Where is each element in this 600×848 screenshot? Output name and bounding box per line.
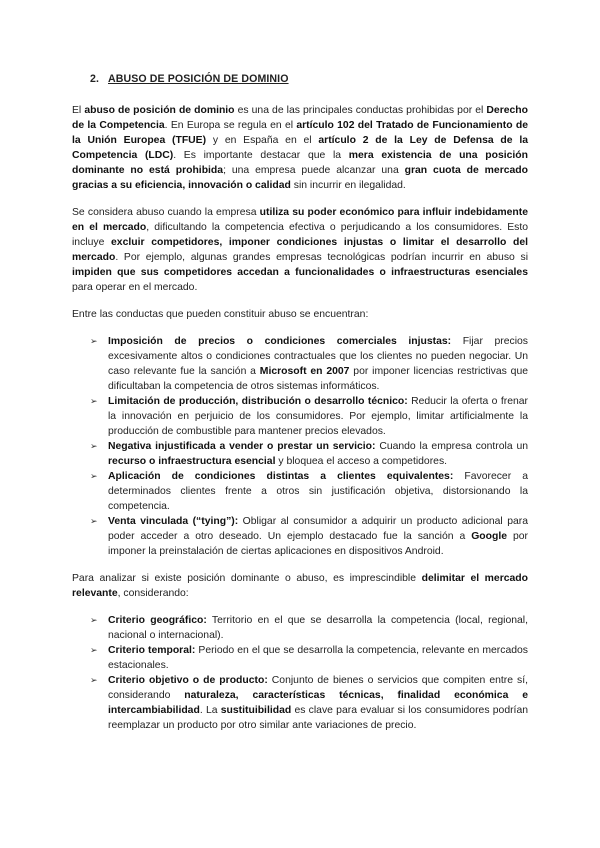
text-run: Cuando la empresa controla un bbox=[375, 441, 528, 452]
bold-text: Venta vinculada (“tying”): bbox=[108, 516, 239, 527]
market-criteria-list bbox=[90, 613, 528, 733]
text-run: Se considera abuso cuando la empresa bbox=[72, 207, 260, 218]
text-run: sin incurrir en ilegalidad. bbox=[290, 180, 406, 191]
bold-text: artículo 102 del Tratado de Funcionamiento de la Unión Europea (TFUE) bbox=[72, 120, 529, 146]
arrow-bullet-icon: ➢ bbox=[90, 516, 98, 526]
text-run: por imponer la preinstalación de ciertas aplicaciones en dispositivos Android. bbox=[108, 531, 528, 557]
paragraph-relevant-market bbox=[72, 571, 528, 601]
paragraph-list-intro bbox=[72, 307, 528, 322]
text-run: . La bbox=[199, 705, 221, 716]
text-run: , dificultando la competencia efectiva o perjudicando a los consumidores. Esto incluye bbox=[72, 222, 528, 248]
bold-text: sustituibilidad bbox=[220, 705, 292, 716]
bold-text: abuso de posición de dominio bbox=[84, 105, 235, 116]
list-item bbox=[90, 613, 528, 643]
text-run: Obligar al consumidor a adquirir un producto adicional para poder acceder a otro deseado. Un ejemplo destacado fue la sanción a bbox=[108, 516, 528, 542]
list-item bbox=[90, 439, 528, 469]
bold-text: Limitación de producción, distribución o desarrollo técnico: bbox=[108, 396, 408, 407]
text-run: Periodo en el que se desarrolla la competencia, relevante en mercados estacionales. bbox=[108, 645, 528, 671]
arrow-bullet-icon: ➢ bbox=[90, 675, 98, 685]
section-heading bbox=[90, 72, 528, 87]
text-run: Territorio en el que se desarrolla la competencia (local, regional, nacional o internacional). bbox=[108, 615, 528, 641]
list-item bbox=[90, 514, 528, 559]
text-run: . En Europa se regula en el bbox=[164, 120, 297, 131]
bold-text: Imposición de precios o condiciones comerciales injustas: bbox=[108, 336, 452, 347]
bold-text: delimitar el mercado relevante bbox=[72, 573, 528, 599]
arrow-bullet-icon: ➢ bbox=[90, 645, 98, 655]
text-run: Fijar precios excesivamente altos o condiciones contractuales que los clientes no pueden negociar. Un caso relevante fue la sanción a bbox=[108, 336, 528, 377]
bold-text: Negativa injustificada a vender o prestar un servicio: bbox=[108, 441, 376, 452]
arrow-bullet-icon: ➢ bbox=[90, 336, 98, 346]
text-run: es una de las principales conductas prohibidas por el bbox=[234, 105, 487, 116]
text-run: , considerando: bbox=[117, 588, 189, 599]
bold-text: Aplicación de condiciones distintas a clientes equivalentes: bbox=[108, 471, 454, 482]
paragraph-abuse-definition bbox=[72, 205, 528, 295]
arrow-bullet-icon: ➢ bbox=[90, 471, 98, 481]
text-run: y en España en el bbox=[206, 135, 319, 146]
text-run: es clave para evaluar si los consumidores podrían reemplazar un producto por otro similar ante variaciones de precio. bbox=[108, 705, 529, 731]
bold-text: Derecho de la Competencia bbox=[72, 105, 528, 131]
text-run: Entre las conductas que pueden constituir abuso se encuentran: bbox=[72, 309, 369, 320]
bold-text: Google bbox=[471, 531, 508, 542]
bold-text: utiliza su poder económico para influir indebidamente en el mercado bbox=[72, 207, 529, 233]
arrow-bullet-icon: ➢ bbox=[90, 441, 98, 451]
text-run: El bbox=[72, 105, 85, 116]
text-run: por imponer licencias restrictivas que dificultaban la competencia de otros sistemas informáticos. bbox=[108, 366, 529, 392]
abuse-conducts-list bbox=[90, 334, 528, 559]
list-item bbox=[90, 394, 528, 439]
bold-text: recurso o infraestructura esencial bbox=[108, 456, 276, 467]
bold-text: gran cuota de mercado gracias a su eficiencia, innovación o calidad bbox=[72, 165, 528, 191]
text-run: para operar en el mercado. bbox=[72, 282, 198, 293]
text-run: ; una empresa puede alcanzar una bbox=[223, 165, 405, 176]
bold-text: Microsoft en 2007 bbox=[259, 366, 350, 377]
bold-text: naturaleza, características técnicas, finalidad económica e intercambiabilidad bbox=[108, 690, 529, 716]
bold-text: artículo 2 de la Ley de Defensa de la Competencia (LDC) bbox=[72, 135, 528, 161]
bold-text: Criterio temporal: bbox=[108, 645, 196, 656]
bold-text: excluir competidores, imponer condiciones injustas o limitar el desarrollo del mercado bbox=[72, 237, 529, 263]
section-number: 2. bbox=[90, 73, 100, 85]
text-run: Favorecer a determinados clientes frente a otros sin justificación objetiva, distorsionando la competencia. bbox=[108, 471, 528, 512]
paragraph-intro bbox=[72, 103, 528, 193]
bold-text: Criterio geográfico: bbox=[108, 615, 207, 626]
section-title: ABUSO DE POSICIÓN DE DOMINIO bbox=[108, 73, 289, 85]
text-run: Reducir la oferta o frenar la innovación en perjuicio de los consumidores. Por ejemplo, limitar artificialmente la producción de combustible para mantener precios elevados. bbox=[108, 396, 528, 437]
text-run: y bloquea el acceso a competidores. bbox=[275, 456, 448, 467]
list-item bbox=[90, 469, 528, 514]
bold-text: mera existencia de una posición dominante no está prohibida bbox=[72, 150, 528, 176]
text-run: Conjunto de bienes o servicios que compiten entre sí, considerando bbox=[108, 675, 528, 701]
list-item bbox=[90, 673, 528, 733]
list-item bbox=[90, 334, 528, 394]
document-page bbox=[72, 64, 528, 745]
bold-text: Criterio objetivo o de producto: bbox=[108, 675, 268, 686]
bold-text: impiden que sus competidores accedan a funcionalidades o infraestructuras esenciales bbox=[72, 267, 528, 278]
text-run: . Es importante destacar que la bbox=[173, 150, 349, 161]
text-run: . Por ejemplo, algunas grandes empresas tecnológicas podrían incurrir en abuso si bbox=[115, 252, 528, 263]
arrow-bullet-icon: ➢ bbox=[90, 615, 98, 625]
list-item bbox=[90, 643, 528, 673]
arrow-bullet-icon: ➢ bbox=[90, 396, 98, 406]
text-run: Para analizar si existe posición dominante o abuso, es imprescindible bbox=[72, 573, 422, 584]
